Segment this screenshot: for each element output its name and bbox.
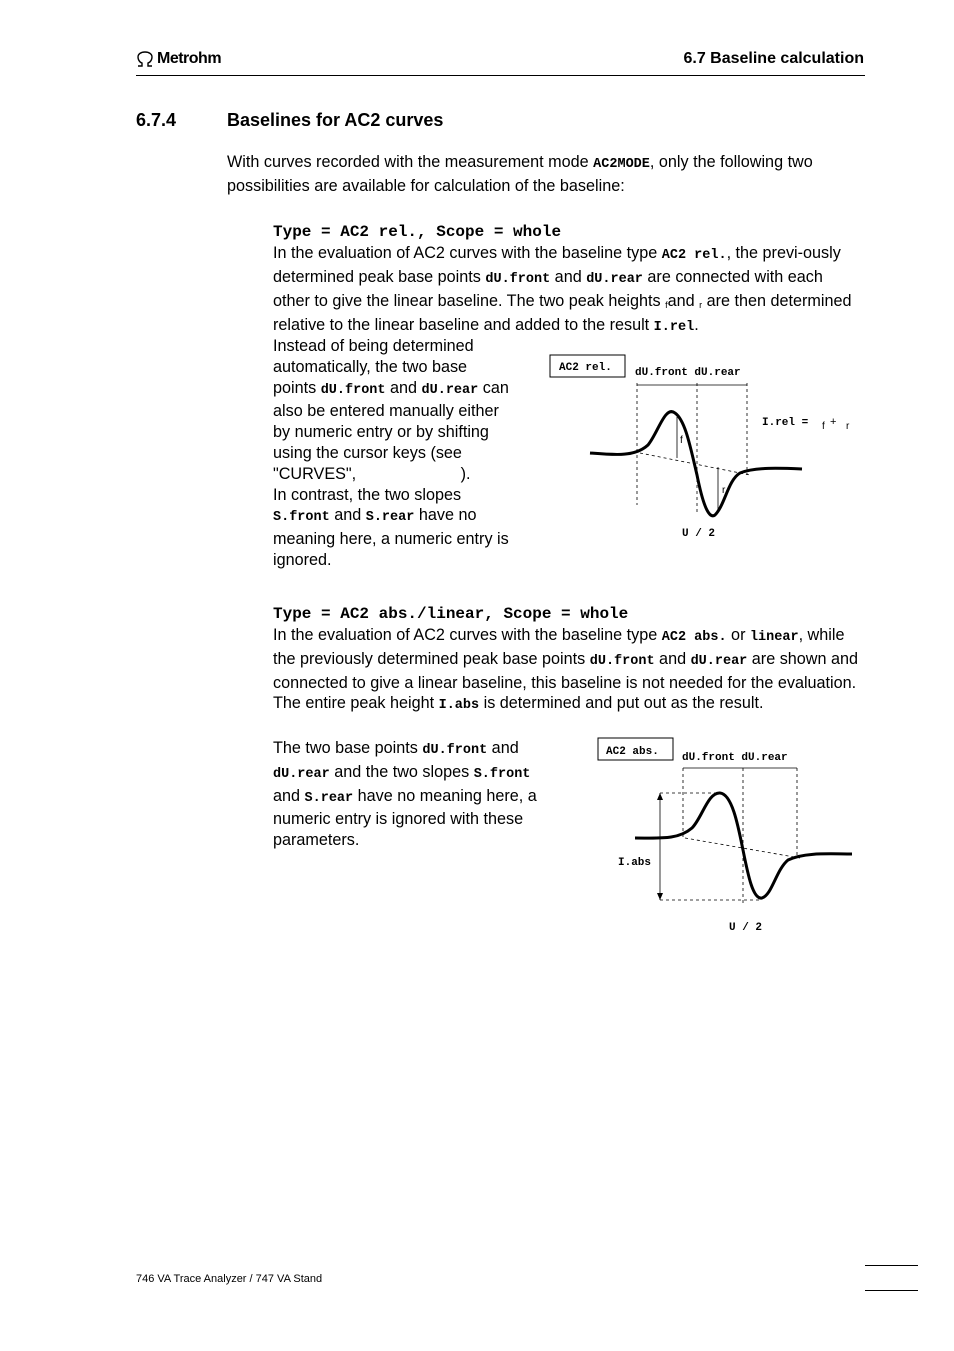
logo-text: Metrohm <box>157 50 222 67</box>
ai-rel-formula: I.rel = <box>762 417 809 429</box>
code-ac2mode: AC2MODE <box>593 157 650 172</box>
svg-text:r: r <box>846 421 850 432</box>
footer-rule-top <box>865 1265 918 1266</box>
ac2-abs-diagram <box>590 730 860 940</box>
du-labels-top: dU.front dU.rear <box>635 367 741 379</box>
svg-text:f: f <box>680 435 683 446</box>
block1-side-paragraph: Instead of being determined automatically, the two base points dU.front and dU.rear can also be entered manually either by numeric entry or by shifting using the cursor keys (see "CURVES", ). In contrast, the two slopes S.front and S.rear have no meaning here, a numeric entry is ignored. <box>273 337 509 569</box>
block2-side-paragraph: The two base points dU.front and dU.rear and the two slopes S.front and S.rear have no meaning here, a numeric entry is ignored with these parameters. <box>273 739 537 850</box>
svg-text:r: r <box>722 485 726 496</box>
intro-paragraph: With curves recorded with the measurement mode AC2MODE, only the following two possibilities are available for calculation of the baseline: <box>227 153 813 195</box>
ac2-rel-box-label: AC2 rel. <box>559 362 612 374</box>
du-labels-top-2: dU.front dU.rear <box>682 752 788 764</box>
block2-paragraph: In the evaluation of AC2 curves with the baseline type AC2 abs. or linear, while the previously determined peak base points dU.front and dU.rear are shown and connected to give a linear baseline, this baseline is not needed for the evaluation. The entire peak height I.abs is determined and put out as the result. <box>273 626 858 714</box>
header-divider <box>136 75 865 76</box>
section-number: 6.7.4 <box>136 110 177 130</box>
u-half-label: U / 2 <box>682 528 716 540</box>
ac2-rel-diagram <box>540 345 870 555</box>
svg-text:+: + <box>830 416 837 428</box>
omega-icon <box>136 51 154 67</box>
page-header-title: 6.7 Baseline calculation <box>683 50 864 67</box>
ac2-abs-box-label: AC2 abs. <box>606 746 659 758</box>
metrohm-logo <box>136 50 221 68</box>
svg-text:f: f <box>822 421 825 432</box>
footer-rule-bottom <box>865 1290 918 1291</box>
block1-paragraph: In the evaluation of AC2 curves with the baseline type AC2 rel., the previ-ously determined peak base points dU.front and dU.rear are connected with each other to give the linear baseline. The two peak heights $_f$and $_r$ are then determined relative to the linear baseline and added to the result I.rel. <box>273 244 852 336</box>
block1-heading: Type = AC2 rel., Scope = whole <box>273 223 562 241</box>
section-title: Baselines for AC2 curves <box>227 110 444 130</box>
footer-product-name: 746 VA Trace Analyzer / 747 VA Stand <box>136 1273 323 1285</box>
i-abs-label: I.abs <box>618 857 652 869</box>
block2-heading: Type = AC2 abs./linear, Scope = whole <box>273 605 629 623</box>
u-half-label-2: U / 2 <box>729 922 763 934</box>
